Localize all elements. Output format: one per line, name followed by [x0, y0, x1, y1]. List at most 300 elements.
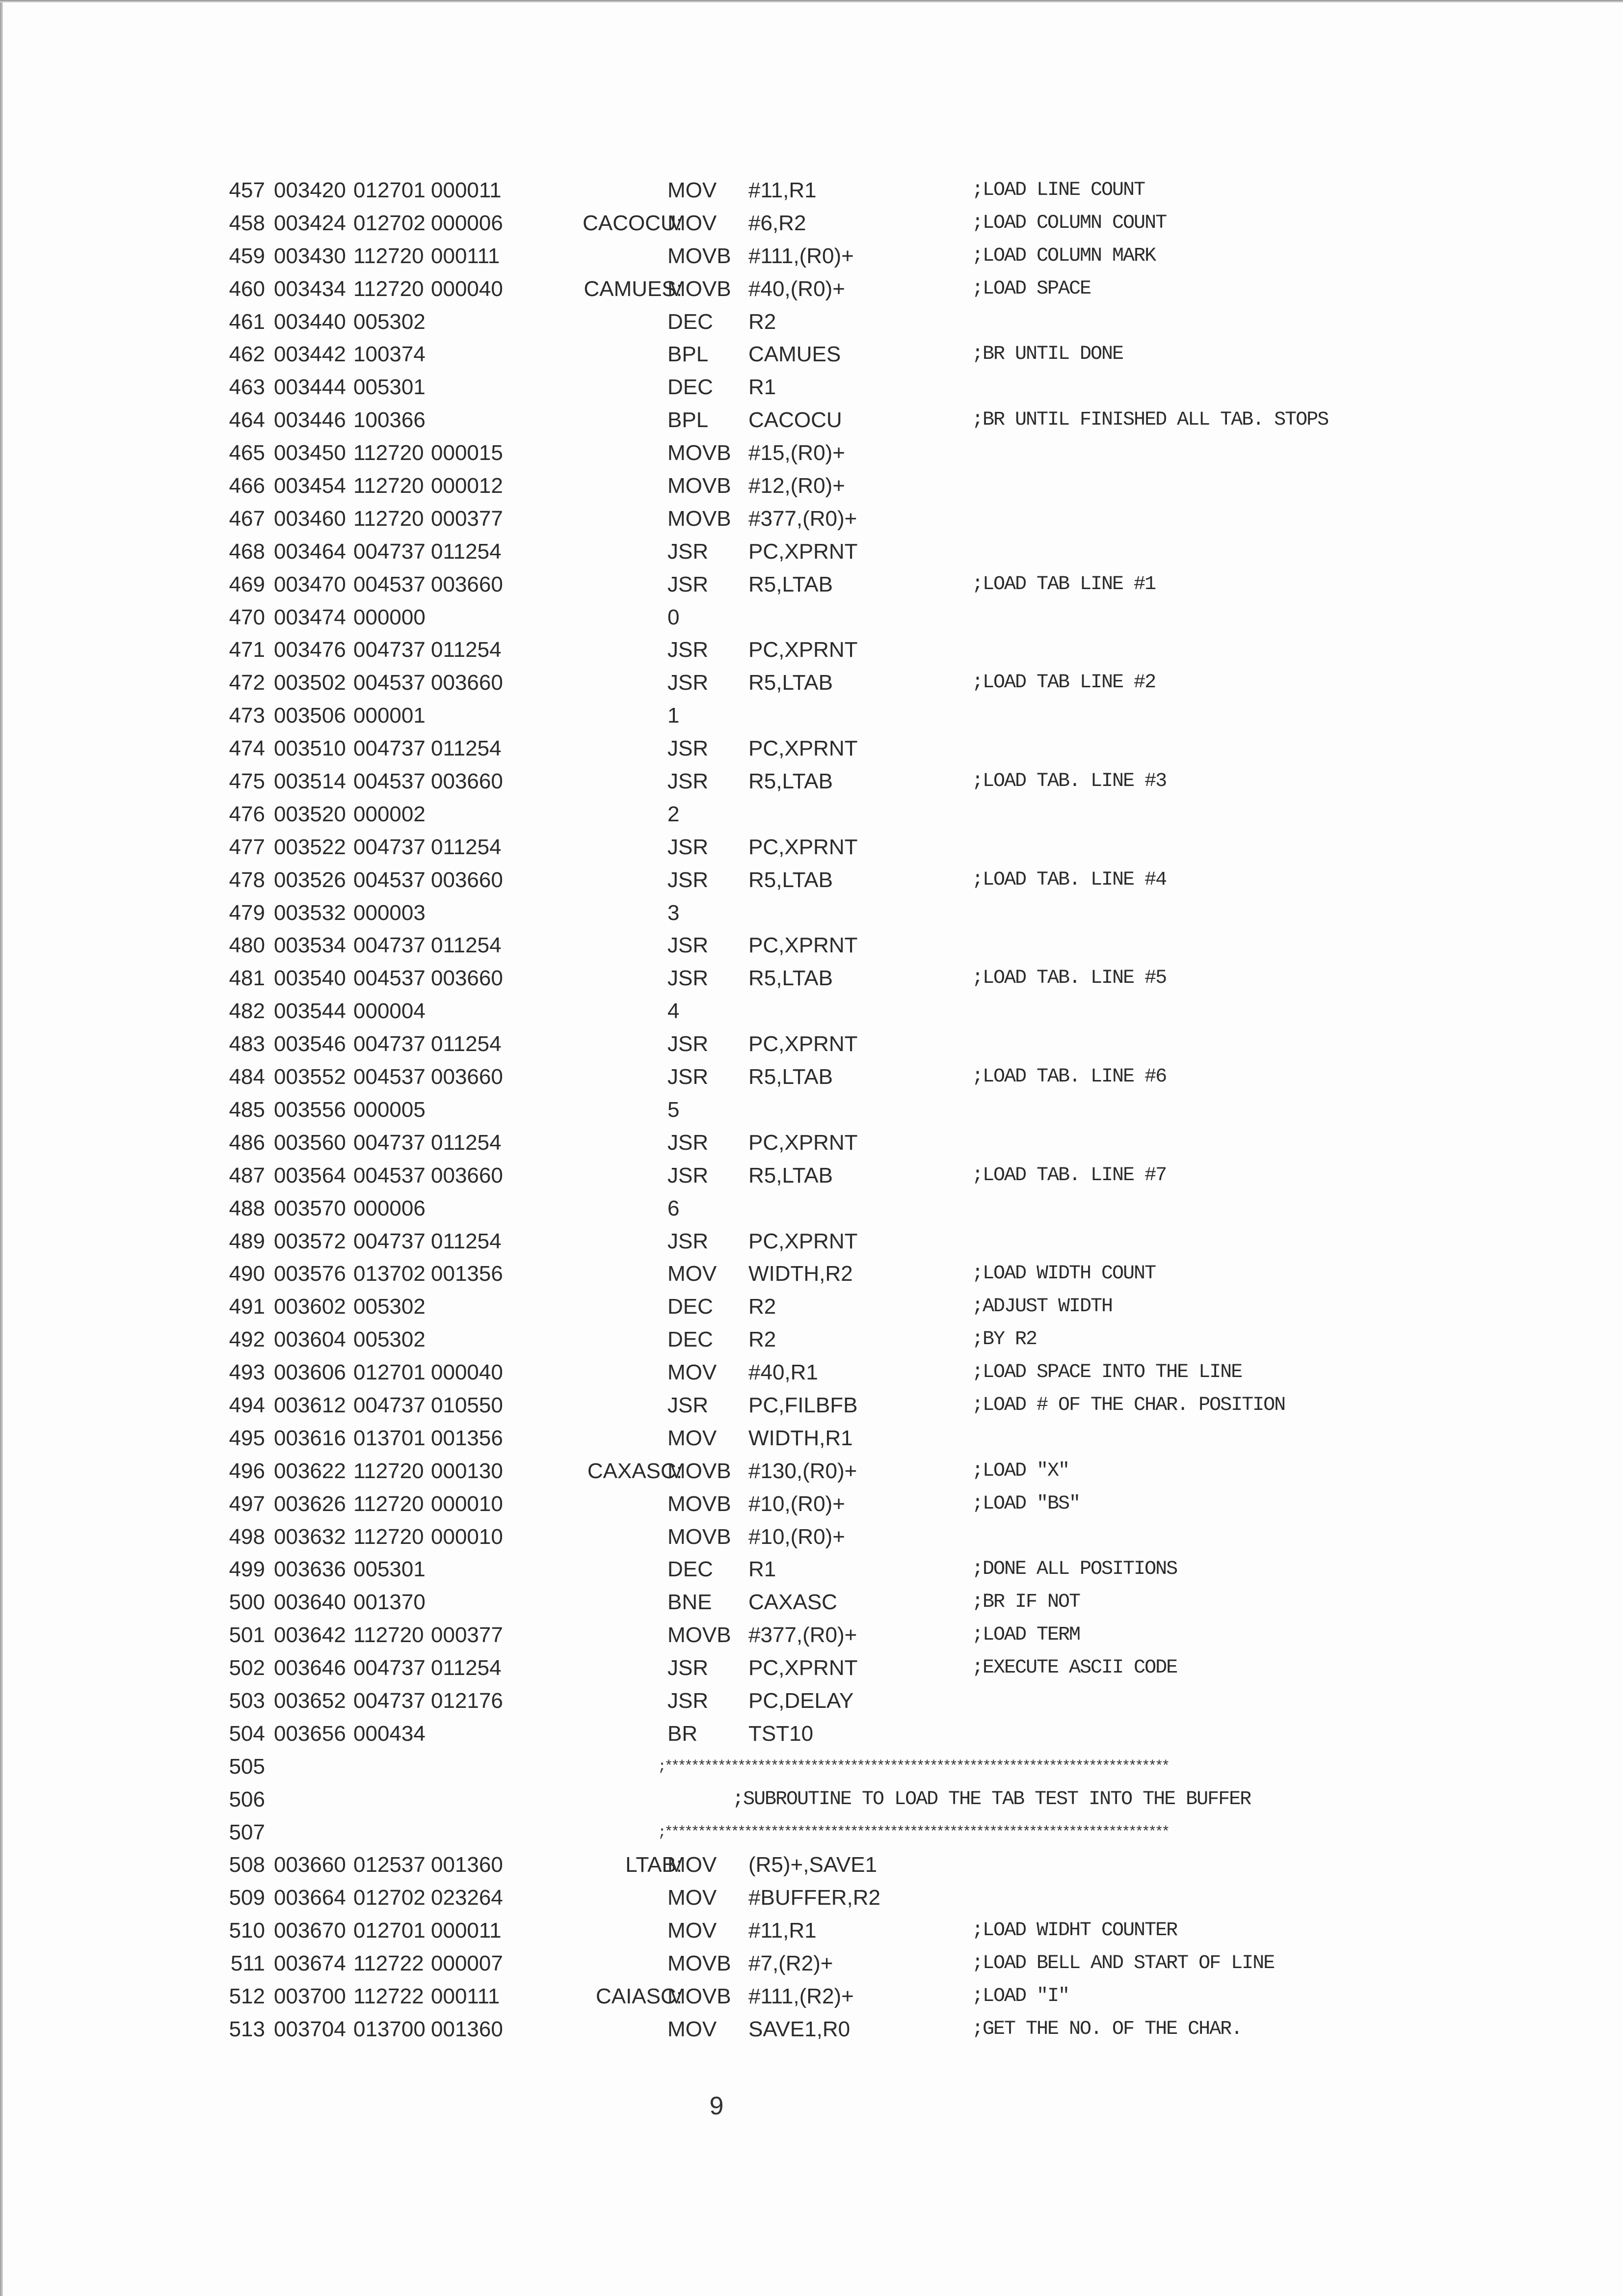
line-number: 495 [229, 1426, 265, 1450]
object-word-1: 005302 [353, 309, 426, 334]
listing-line [206, 437, 1433, 470]
listing-line [206, 470, 1433, 503]
line-number: 496 [229, 1459, 265, 1483]
line-number: 503 [229, 1688, 265, 1713]
operands: R2 [748, 1295, 776, 1319]
listing-line [206, 700, 1433, 732]
listing-line [206, 897, 1433, 930]
line-number: 465 [229, 441, 265, 465]
object-word-1: 004537 [353, 966, 426, 991]
object-word-1: 005301 [353, 1557, 426, 1582]
object-word-2: 000111 [431, 1984, 500, 2008]
object-word-2: 000040 [431, 1360, 503, 1385]
object-word-1: 005302 [353, 1295, 426, 1319]
object-word-1: 004537 [353, 1065, 426, 1089]
listing-line [206, 1061, 1433, 1094]
operands: R2 [748, 309, 776, 334]
object-word-2: 000111 [431, 243, 500, 268]
object-word-1: 112720 [353, 1459, 424, 1483]
comment: ;LOAD WIDHT COUNTER [972, 1919, 1177, 1942]
object-word-2: 011254 [431, 1229, 502, 1253]
operands: #130,(R0)+ [748, 1459, 857, 1483]
object-word-2: 003660 [431, 572, 503, 596]
comment: ;BY R2 [972, 1328, 1037, 1351]
opcode: 0 [667, 605, 680, 629]
listing-line [206, 1127, 1433, 1160]
object-word-2: 000012 [431, 474, 503, 498]
object-word-1: 004737 [353, 736, 426, 761]
line-number: 461 [229, 309, 265, 334]
opcode: 2 [667, 802, 680, 826]
comment: ;LOAD "X" [972, 1459, 1069, 1482]
address: 003646 [274, 1656, 346, 1680]
comment: ;BR UNTIL FINISHED ALL TAB. STOPS [972, 409, 1329, 432]
listing-line [206, 732, 1433, 765]
object-word-1: 000001 [353, 703, 426, 728]
opcode: MOV [667, 2017, 717, 2041]
operands: #15,(R0)+ [748, 441, 845, 465]
object-word-1: 100366 [353, 408, 426, 432]
opcode: MOV [667, 211, 717, 235]
paper-top-edge [0, 0, 1623, 2]
operands: #6,R2 [748, 211, 806, 235]
opcode: MOV [667, 1853, 717, 1877]
line-number: 505 [229, 1754, 265, 1779]
operands: PC,XPRNT [748, 835, 858, 859]
address: 003546 [274, 1032, 346, 1056]
operands: PC,XPRNT [748, 1032, 858, 1056]
address: 003420 [274, 178, 346, 202]
listing-line [206, 1521, 1433, 1554]
object-word-2: 001356 [431, 1426, 503, 1450]
comment: ;LOAD TAB LINE #1 [972, 573, 1156, 595]
listing-line [206, 568, 1433, 601]
object-word-1: 004737 [353, 1130, 426, 1155]
address: 003440 [274, 309, 346, 334]
opcode: BPL [667, 408, 709, 432]
opcode: JSR [667, 933, 709, 958]
address: 003506 [274, 703, 346, 728]
listing-line [206, 1160, 1433, 1192]
line-number: 478 [229, 867, 265, 892]
object-word-1: 004737 [353, 1229, 426, 1253]
address: 003476 [274, 638, 346, 662]
line-number: 462 [229, 342, 265, 367]
operands: PC,XPRNT [748, 1656, 858, 1680]
line-number: 492 [229, 1327, 265, 1352]
listing-line [206, 1422, 1433, 1455]
address: 003606 [274, 1360, 346, 1385]
listing-line [206, 1356, 1433, 1389]
operands: #11,R1 [748, 1918, 817, 1943]
object-word-1: 004737 [353, 638, 426, 662]
operands: R5,LTAB [748, 572, 833, 596]
line-number: 466 [229, 474, 265, 498]
line-number: 460 [229, 276, 265, 301]
listing-line [206, 536, 1433, 568]
listing-line [206, 1488, 1433, 1521]
address: 003640 [274, 1590, 346, 1615]
object-word-1: 012537 [353, 1853, 426, 1877]
object-word-1: 013702 [353, 1262, 426, 1286]
source-label: LTAB: [625, 1853, 682, 1877]
opcode: JSR [667, 835, 709, 859]
comment: ;LOAD SPACE [972, 277, 1091, 300]
opcode: MOV [667, 1426, 717, 1450]
address: 003622 [274, 1459, 346, 1483]
listing-line [206, 1324, 1433, 1356]
address: 003660 [274, 1853, 346, 1877]
listing-line [206, 306, 1433, 339]
address: 003534 [274, 933, 346, 958]
listing-line [206, 1947, 1433, 1980]
operands: CAMUES [748, 342, 841, 367]
object-word-2: 011254 [431, 1032, 502, 1056]
listing-line [206, 404, 1433, 437]
object-word-2: 011254 [431, 539, 502, 564]
listing-line [206, 1882, 1433, 1915]
listing-line [206, 1915, 1433, 1947]
comment: ;LOAD TAB. LINE #6 [972, 1066, 1167, 1088]
address: 003656 [274, 1721, 346, 1746]
object-word-1: 112722 [353, 1984, 424, 2008]
opcode: MOV [667, 1886, 717, 1910]
opcode: JSR [667, 1688, 709, 1713]
address: 003514 [274, 769, 346, 794]
operands: PC,FILBFB [748, 1393, 858, 1417]
object-word-1: 012701 [353, 178, 426, 202]
object-word-1: 004737 [353, 1393, 426, 1417]
address: 003552 [274, 1065, 346, 1089]
address: 003454 [274, 474, 346, 498]
object-word-1: 112720 [353, 1524, 424, 1549]
opcode: BNE [667, 1590, 712, 1615]
object-word-1: 004737 [353, 835, 426, 859]
comment: ;LOAD TAB. LINE #7 [972, 1164, 1167, 1187]
line-number: 508 [229, 1853, 265, 1877]
address: 003664 [274, 1886, 346, 1910]
opcode: MOVB [667, 1524, 731, 1549]
opcode: MOVB [667, 276, 731, 301]
object-word-1: 004537 [353, 671, 426, 695]
line-number: 463 [229, 375, 265, 400]
object-word-1: 100374 [353, 342, 426, 367]
listing-line [206, 2013, 1433, 2046]
object-word-2: 011254 [431, 1130, 502, 1155]
operands: CACOCU [748, 408, 842, 432]
operands: R5,LTAB [748, 769, 833, 794]
source-label: CACOCU: [583, 211, 682, 235]
opcode: MOVB [667, 243, 731, 268]
opcode: 1 [667, 703, 680, 728]
operands: PC,XPRNT [748, 933, 858, 958]
opcode: JSR [667, 638, 709, 662]
opcode: JSR [667, 1393, 709, 1417]
listing-line [206, 1619, 1433, 1652]
object-word-1: 004737 [353, 539, 426, 564]
operands: #377,(R0)+ [748, 1623, 857, 1648]
opcode: JSR [667, 539, 709, 564]
address: 003430 [274, 243, 346, 268]
opcode: MOV [667, 1918, 717, 1943]
opcode: JSR [667, 966, 709, 991]
object-word-1: 004737 [353, 1656, 426, 1680]
listing-line [206, 667, 1433, 700]
opcode: MOVB [667, 1984, 731, 2008]
object-word-1: 112722 [353, 1951, 424, 1976]
opcode: MOVB [667, 1459, 731, 1483]
object-word-2: 003660 [431, 769, 503, 794]
object-word-2: 003660 [431, 671, 503, 695]
line-number: 500 [229, 1590, 265, 1615]
listing-line [206, 831, 1433, 864]
listing-line [206, 1718, 1433, 1751]
address: 003544 [274, 999, 346, 1024]
object-word-1: 005301 [353, 375, 426, 400]
address: 003632 [274, 1524, 346, 1549]
line-number: 472 [229, 671, 265, 695]
opcode: DEC [667, 1557, 713, 1582]
object-word-2: 011254 [431, 1656, 502, 1680]
opcode: JSR [667, 1130, 709, 1155]
listing-line [206, 240, 1433, 273]
address: 003444 [274, 375, 346, 400]
comment: ;LOAD # OF THE CHAR. POSITION [972, 1394, 1285, 1416]
line-number: 482 [229, 999, 265, 1024]
operands: CAXASC [748, 1590, 837, 1615]
line-number: 498 [229, 1524, 265, 1549]
comment: ;DONE ALL POSITIONS [972, 1558, 1177, 1581]
line-number: 497 [229, 1491, 265, 1516]
line-number: 458 [229, 211, 265, 235]
object-word-1: 004537 [353, 867, 426, 892]
object-word-1: 000002 [353, 802, 426, 826]
object-word-1: 112720 [353, 441, 424, 465]
listing-line [206, 207, 1433, 240]
object-word-2: 000040 [431, 276, 503, 301]
operands: #11,R1 [748, 178, 817, 202]
address: 003474 [274, 605, 346, 629]
line-number: 471 [229, 638, 265, 662]
address: 003704 [274, 2017, 346, 2041]
listing-line [206, 1258, 1433, 1291]
listing-line [206, 1586, 1433, 1619]
operands: PC,DELAY [748, 1688, 854, 1713]
object-word-2: 001356 [431, 1262, 503, 1286]
operands: R5,LTAB [748, 867, 833, 892]
opcode: JSR [667, 736, 709, 761]
address: 003450 [274, 441, 346, 465]
comment: ;LOAD TERM [972, 1624, 1080, 1647]
operands: R5,LTAB [748, 966, 833, 991]
address: 003572 [274, 1229, 346, 1253]
address: 003424 [274, 211, 346, 235]
line-number: 502 [229, 1656, 265, 1680]
line-number: 504 [229, 1721, 265, 1746]
object-word-2: 023264 [431, 1886, 503, 1910]
address: 003616 [274, 1426, 346, 1450]
listing-line [206, 1028, 1433, 1061]
address: 003502 [274, 671, 346, 695]
subroutine-banner: ;SUBROUTINE TO LOAD THE TAB TEST INTO THE BUFFER [732, 1788, 1251, 1810]
opcode: MOVB [667, 1623, 731, 1648]
line-number: 474 [229, 736, 265, 761]
comment: ;LOAD "I" [972, 1985, 1069, 2007]
comment: ;LOAD "BS" [972, 1492, 1080, 1515]
line-number: 491 [229, 1295, 265, 1319]
operands: R2 [748, 1327, 776, 1352]
object-word-1: 112720 [353, 1623, 424, 1648]
line-number: 494 [229, 1393, 265, 1417]
assembly-listing [206, 174, 1433, 2046]
operands: WIDTH,R1 [748, 1426, 853, 1450]
operands: (R5)+,SAVE1 [748, 1853, 878, 1877]
address: 003700 [274, 1984, 346, 2008]
address: 003522 [274, 835, 346, 859]
object-word-1: 004737 [353, 1688, 426, 1713]
listing-line [206, 1225, 1433, 1258]
opcode: MOVB [667, 1951, 731, 1976]
operands: #10,(R0)+ [748, 1524, 845, 1549]
comment: ;EXECUTE ASCII CODE [972, 1657, 1177, 1679]
opcode: DEC [667, 1327, 713, 1352]
object-word-1: 112720 [353, 243, 424, 268]
listing-line [206, 962, 1433, 995]
operands: #111,(R2)+ [748, 1984, 854, 2008]
page-number: 9 [709, 2092, 724, 2120]
address: 003520 [274, 802, 346, 826]
object-word-2: 000007 [431, 1951, 503, 1976]
opcode: MOVB [667, 474, 731, 498]
object-word-1: 012701 [353, 1918, 426, 1943]
listing-line [206, 798, 1433, 831]
object-word-1: 012701 [353, 1360, 426, 1385]
operands: R5,LTAB [748, 1163, 833, 1188]
listing-line [206, 503, 1433, 536]
address: 003526 [274, 867, 346, 892]
object-word-2: 011254 [431, 736, 502, 761]
opcode: BPL [667, 342, 709, 367]
opcode: 6 [667, 1196, 680, 1220]
object-word-2: 000006 [431, 211, 503, 235]
object-word-1: 000434 [353, 1721, 426, 1746]
comment: ;BR UNTIL DONE [972, 343, 1123, 366]
opcode: 5 [667, 1097, 680, 1122]
listing-line [206, 1685, 1433, 1718]
operands: #377,(R0)+ [748, 506, 857, 531]
listing-line [206, 1652, 1433, 1685]
opcode: DEC [667, 309, 713, 334]
line-number: 477 [229, 835, 265, 859]
opcode: MOVB [667, 441, 731, 465]
object-word-1: 112720 [353, 276, 424, 301]
line-number: 483 [229, 1032, 265, 1056]
line-number: 501 [229, 1623, 265, 1648]
address: 003670 [274, 1918, 346, 1943]
object-word-2: 000010 [431, 1524, 503, 1549]
address: 003576 [274, 1262, 346, 1286]
operands: PC,XPRNT [748, 736, 858, 761]
listing-line [206, 1291, 1433, 1324]
listing-line [206, 929, 1433, 962]
opcode: JSR [667, 1032, 709, 1056]
subroutine-banner-line [206, 1783, 1433, 1816]
operands: #40,(R0)+ [748, 276, 845, 301]
object-word-2: 010550 [431, 1393, 503, 1417]
address: 003434 [274, 276, 346, 301]
address: 003564 [274, 1163, 346, 1188]
listing-line [206, 174, 1433, 207]
operands: SAVE1,R0 [748, 2017, 851, 2041]
opcode: MOV [667, 178, 717, 202]
line-number: 469 [229, 572, 265, 596]
listing-line [206, 601, 1433, 634]
paper-left-edge [0, 0, 3, 2296]
comment: ;LOAD WIDTH COUNT [972, 1263, 1156, 1285]
address: 003464 [274, 539, 346, 564]
line-number: 475 [229, 769, 265, 794]
opcode: MOVB [667, 506, 731, 531]
line-number: 513 [229, 2017, 265, 2041]
comment: ;LOAD SPACE INTO THE LINE [972, 1361, 1242, 1384]
operands: R5,LTAB [748, 1065, 833, 1089]
listing-line [206, 1192, 1433, 1225]
line-number: 487 [229, 1163, 265, 1188]
object-word-1: 004537 [353, 769, 426, 794]
listing-line [206, 1094, 1433, 1127]
object-word-2: 000377 [431, 506, 503, 531]
address: 003560 [274, 1130, 346, 1155]
line-number: 489 [229, 1229, 265, 1253]
listing-line [206, 634, 1433, 667]
address: 003612 [274, 1393, 346, 1417]
object-word-1: 004537 [353, 1163, 426, 1188]
listing-line [206, 1849, 1433, 1882]
address: 003642 [274, 1623, 346, 1648]
operands: #12,(R0)+ [748, 474, 845, 498]
operands: WIDTH,R2 [748, 1262, 853, 1286]
line-number: 509 [229, 1886, 265, 1910]
line-number: 512 [229, 1984, 265, 2008]
address: 003510 [274, 736, 346, 761]
address: 003470 [274, 572, 346, 596]
line-number: 493 [229, 1360, 265, 1385]
operands: PC,XPRNT [748, 539, 858, 564]
opcode: BR [667, 1721, 698, 1746]
object-word-1: 112720 [353, 474, 424, 498]
operands: TST10 [748, 1721, 814, 1746]
opcode: MOVB [667, 1491, 731, 1516]
operands: #111,(R0)+ [748, 243, 854, 268]
object-word-1: 000003 [353, 900, 426, 925]
source-label: CAIASC: [595, 1984, 682, 2008]
line-number: 485 [229, 1097, 265, 1122]
address: 003626 [274, 1491, 346, 1516]
object-word-1: 013700 [353, 2017, 426, 2041]
opcode: JSR [667, 769, 709, 794]
address: 003460 [274, 506, 346, 531]
object-word-1: 112720 [353, 506, 424, 531]
object-word-1: 012702 [353, 1886, 426, 1910]
address: 003556 [274, 1097, 346, 1122]
object-word-1: 012702 [353, 211, 426, 235]
comment: ;GET THE NO. OF THE CHAR. [972, 2018, 1242, 2040]
comment: ;LOAD COLUMN COUNT [972, 212, 1167, 234]
line-number: 511 [230, 1951, 265, 1976]
line-number: 480 [229, 933, 265, 958]
listing-line [206, 371, 1433, 404]
opcode: DEC [667, 1295, 713, 1319]
